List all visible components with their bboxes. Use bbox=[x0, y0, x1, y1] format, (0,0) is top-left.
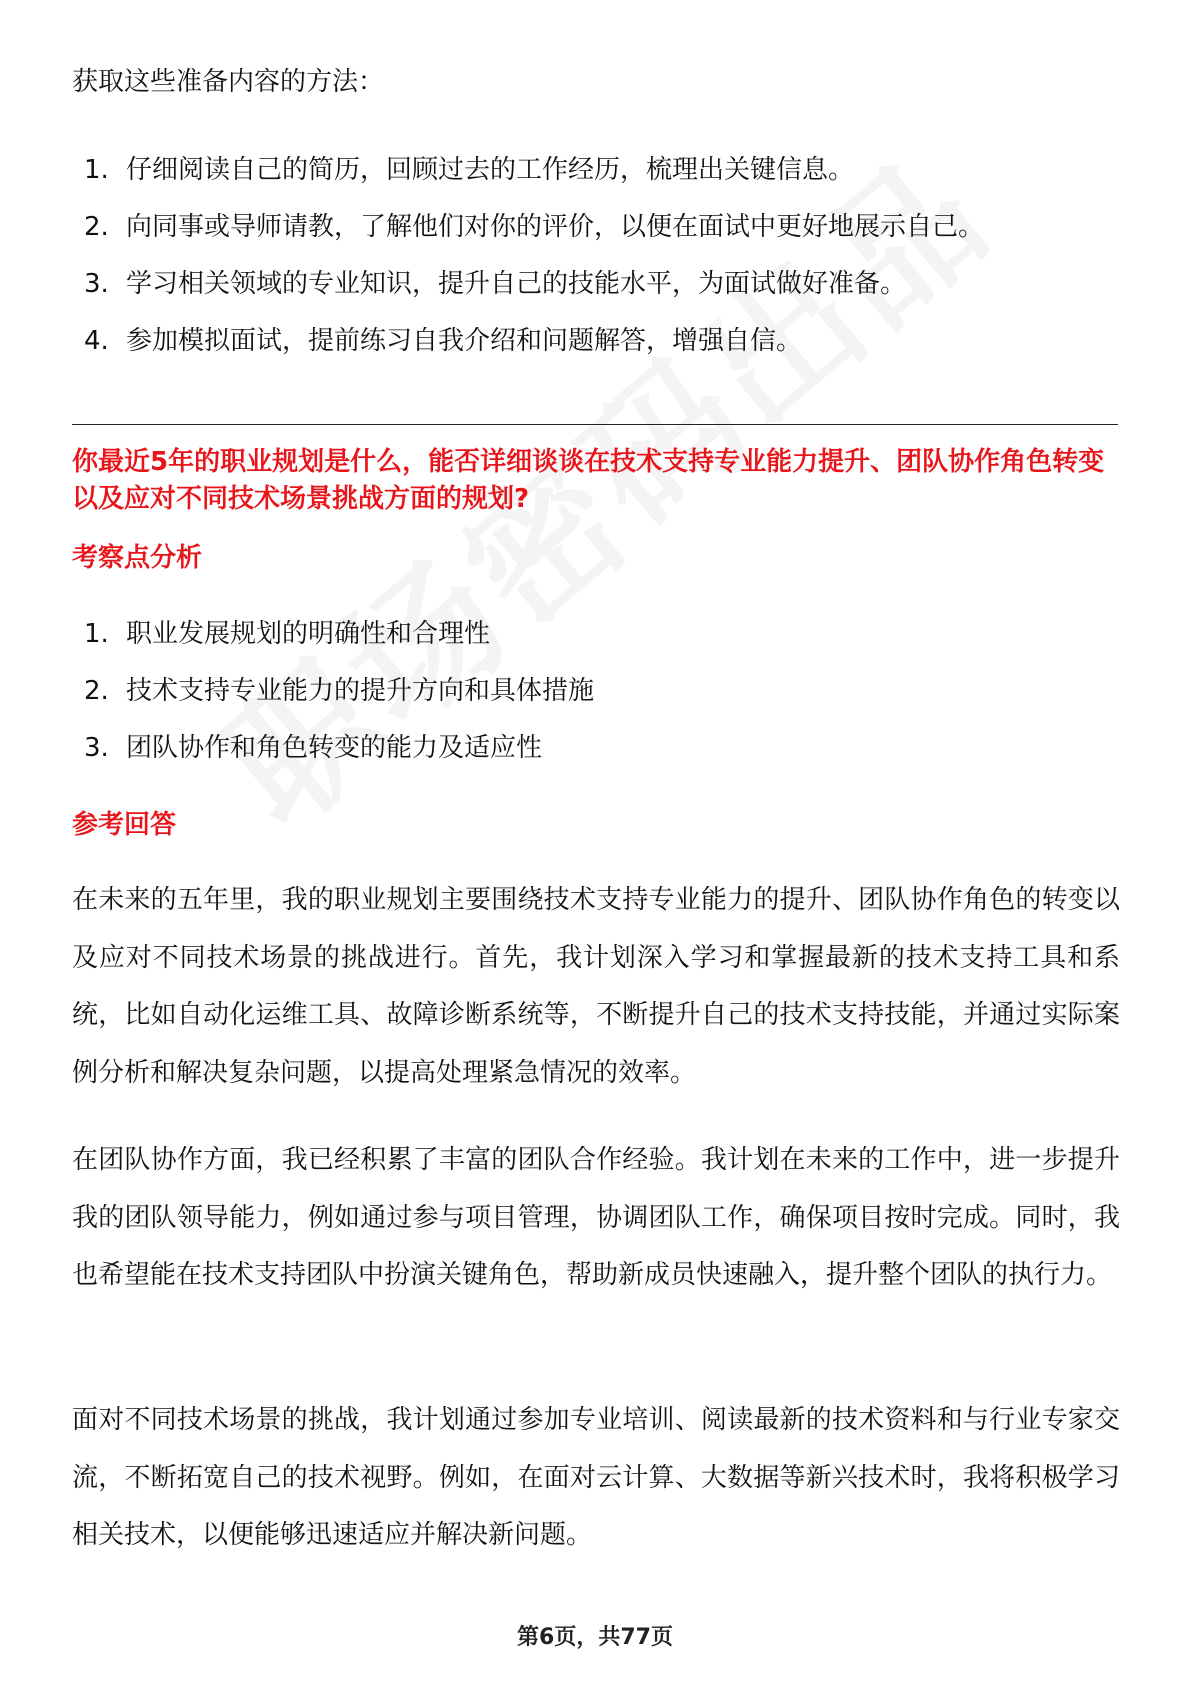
answer-title: 参考回答 bbox=[72, 810, 177, 840]
list-text: 学习相关领域的专业知识，提升自己的技能水平，为面试做好准备。 bbox=[126, 269, 907, 299]
section-divider bbox=[72, 424, 1118, 425]
list-text: 技术支持专业能力的提升方向和具体措施 bbox=[126, 676, 595, 706]
list-text: 职业发展规划的明确性和合理性 bbox=[126, 619, 491, 649]
list-item bbox=[84, 264, 984, 304]
list-text: 团队协作和角色转变的能力及适应性 bbox=[126, 733, 543, 763]
list-item bbox=[84, 150, 984, 190]
list-text: 参加模拟面试，提前练习自我介绍和问题解答，增强自信。 bbox=[126, 326, 803, 356]
list-item bbox=[84, 671, 594, 711]
list-item bbox=[84, 321, 984, 361]
list-text: 向同事或导师请教，了解他们对你的评价，以便在面试中更好地展示自己。 bbox=[126, 212, 985, 242]
list-item bbox=[84, 614, 594, 654]
list-number: 4. bbox=[84, 326, 109, 356]
intro-text: 获取这些准备内容的方法： bbox=[72, 67, 385, 97]
answer-paragraph: 在团队协作方面，我已经积累了丰富的团队合作经验。我计划在未来的工作中，进一步提升我的团队领导能力，例如通过参与项目管理，协调团队工作，确保项目按时完成。同时，我也希望能在技术支持团队中扮演关键角色，帮助新成员快速融入，提升整个团队的执行力。 bbox=[72, 1145, 1120, 1290]
page-number: 第6页，共77页 bbox=[517, 1625, 673, 1650]
list-number: 1. bbox=[84, 155, 109, 185]
list-number: 3. bbox=[84, 733, 109, 763]
answer-paragraph: 在未来的五年里，我的职业规划主要围绕技术支持专业能力的提升、团队协作角色的转变以及应对不同技术场景的挑战进行。首先，我计划深入学习和掌握最新的技术支持工具和系统，比如自动化运维工具、故障诊断系统等，不断提升自己的技术支持技能，并通过实际案例分析和解决复杂问题，以提高处理紧急情况的效率。 bbox=[72, 885, 1120, 1088]
list-item bbox=[84, 207, 984, 247]
analysis-title: 考察点分析 bbox=[72, 543, 203, 573]
answer-paragraph: 面对不同技术场景的挑战，我计划通过参加专业培训、阅读最新的技术资料和与行业专家交流，不断拓宽自己的技术视野。例如，在面对云计算、大数据等新兴技术时，我将积极学习相关技术，以便能够迅速适应并解决新问题。 bbox=[72, 1405, 1120, 1550]
methods-list bbox=[84, 150, 984, 378]
list-number: 3. bbox=[84, 269, 109, 299]
list-text: 仔细阅读自己的简历，回顾过去的工作经历，梳理出关键信息。 bbox=[126, 155, 855, 185]
list-item bbox=[84, 728, 594, 768]
list-number: 2. bbox=[84, 676, 109, 706]
list-number: 2. bbox=[84, 212, 109, 242]
list-number: 1. bbox=[84, 619, 109, 649]
analysis-points-list bbox=[84, 614, 594, 785]
question-heading: 你最近5年的职业规划是什么，能否详细谈谈在技术支持专业能力提升、团队协作角色转变以及应对不同技术场景挑战方面的规划? bbox=[72, 447, 1105, 514]
